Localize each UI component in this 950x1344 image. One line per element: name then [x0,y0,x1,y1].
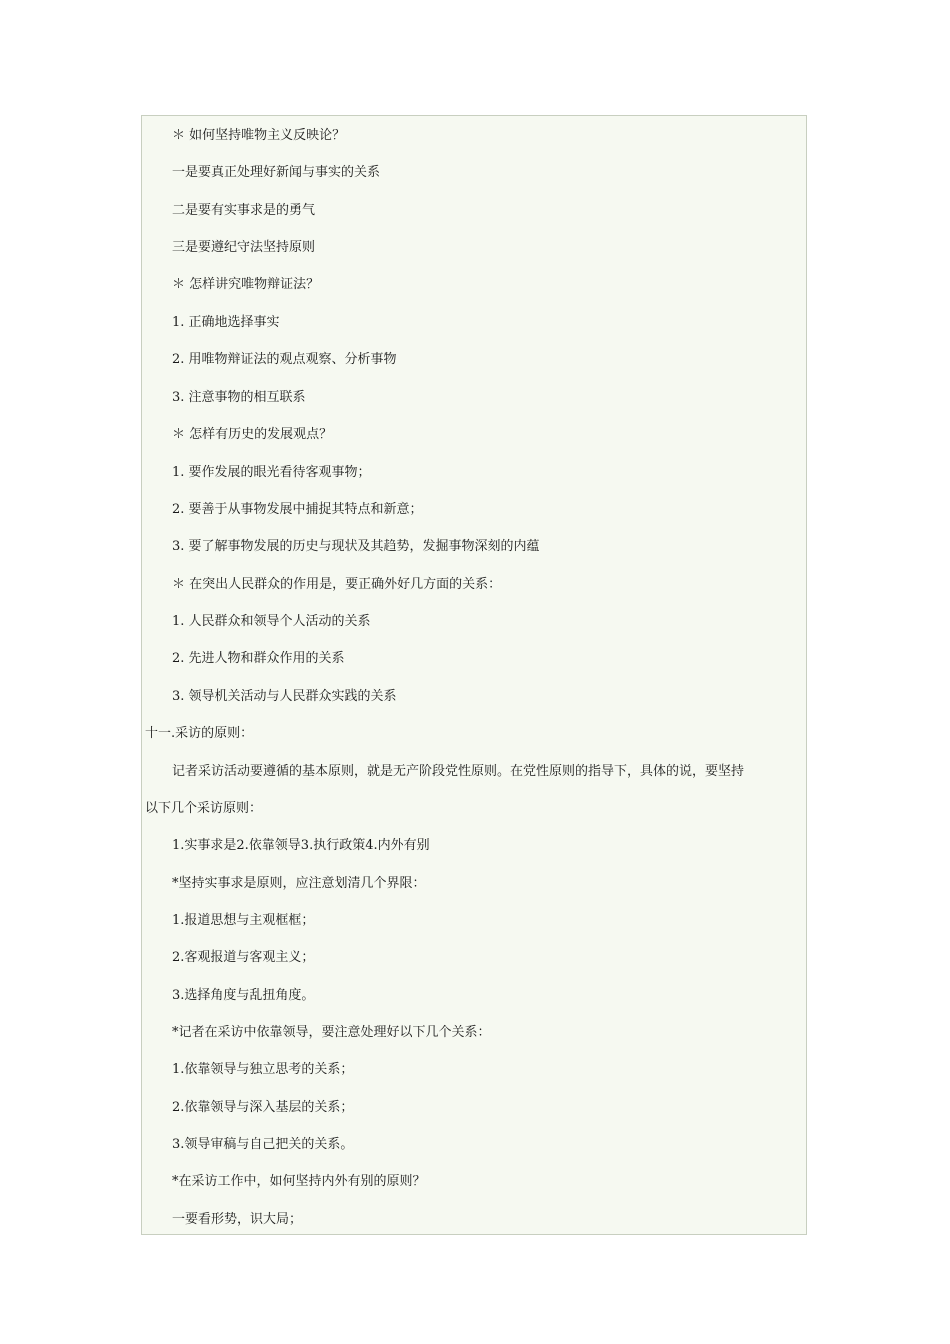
question-heading: ＊ 怎样有历史的发展观点？ [172,427,333,442]
question-heading: ＊ 怎样讲究唯物辩证法？ [172,277,320,292]
list-item: 1. 要作发展的眼光看待客观事物； [172,465,371,480]
list-item: 1.依靠领导与独立思考的关系； [172,1062,354,1077]
list-item: 3. 领导机关活动与人民群众实践的关系 [172,689,397,704]
list-item: 2.依靠领导与深入基层的关系； [172,1100,354,1115]
answer-line: 二是要有实事求是的勇气 [172,203,316,218]
question-heading: *在采访工作中，如何坚持内外有别的原则？ [172,1174,426,1189]
list-item: 2. 用唯物辩证法的观点观察、分析事物 [172,352,397,367]
list-item: 1.实事求是2.依靠领导3.执行政策4.内外有别 [172,838,430,853]
list-item: 2. 要善于从事物发展中捕捉其特点和新意； [172,502,423,517]
list-item: 3. 注意事物的相互联系 [172,390,306,405]
list-item: 1.报道思想与主观框框； [172,913,315,928]
paragraph-line: 以下几个采访原则： [145,801,263,816]
answer-line: 三是要遵纪守法坚持原则 [172,240,316,255]
question-heading: ＊ 在突出人民群众的作用是，要正确外好几方面的关系： [172,577,502,592]
question-heading: ＊ 如何坚持唯物主义反映论？ [172,128,346,143]
list-item: 1. 正确地选择事实 [172,315,280,330]
list-item: 2. 先进人物和群众作用的关系 [172,651,345,666]
paragraph-line: 记者采访活动要遵循的基本原则，就是无产阶段党性原则。在党性原则的指导下，具体的说，要坚持 [172,764,745,779]
list-item: 1. 人民群众和领导个人活动的关系 [172,614,371,629]
answer-line: 一是要真正处理好新闻与事实的关系 [172,165,381,180]
list-item: 3.领导审稿与自己把关的关系。 [172,1137,354,1152]
question-heading: *记者在采访中依靠领导，要注意处理好以下几个关系： [172,1025,491,1040]
answer-line: 一要看形势，识大局； [172,1212,303,1227]
section-heading: 十一.采访的原则： [145,726,254,741]
list-item: 2.客观报道与客观主义； [172,950,315,965]
list-item: 3.选择角度与乱扭角度。 [172,988,315,1003]
list-item: 3. 要了解事物发展的历史与现状及其趋势，发掘事物深刻的内蕴 [172,539,540,554]
question-heading: *坚持实事求是原则，应注意划清几个界限： [172,876,426,891]
